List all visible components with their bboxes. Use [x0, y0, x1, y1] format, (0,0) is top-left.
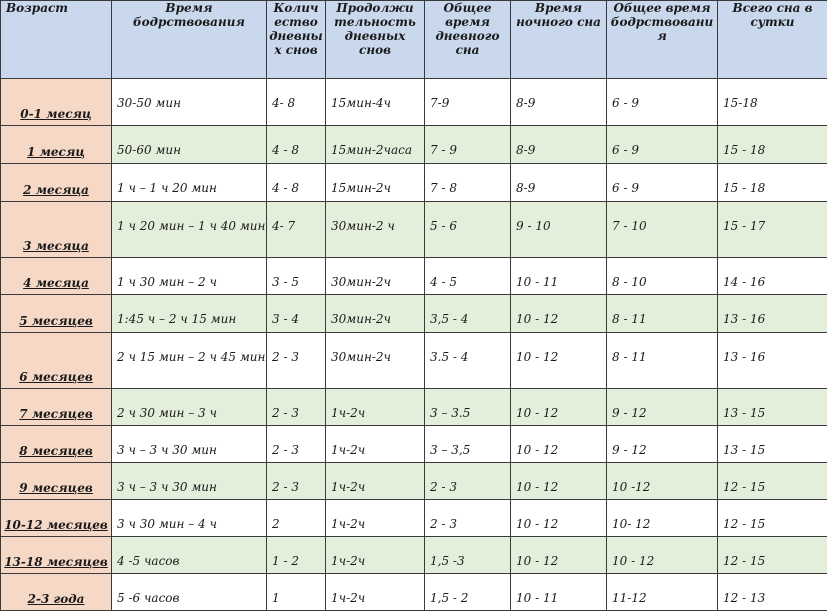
total-sleep-cell: 15-18 [718, 79, 827, 126]
total-sleep-cell: 14 - 16 [718, 258, 827, 295]
awake-total-cell: 6 - 9 [607, 79, 718, 126]
header-wake-time: Время бодрствования [112, 1, 267, 79]
day-sleep-cell: 3 – 3,5 [425, 426, 511, 463]
awake-total-cell: 10 -12 [607, 463, 718, 500]
awake-total-cell: 9 - 12 [607, 426, 718, 463]
day-sleep-cell: 5 - 6 [425, 202, 511, 258]
day-sleep-cell: 3,5 - 4 [425, 295, 511, 333]
nap-count-cell: 2 - 3 [267, 389, 326, 426]
total-sleep-cell: 15 - 18 [718, 164, 827, 202]
age-cell: 10-12 месяцев [1, 500, 112, 537]
table-row [1, 389, 827, 426]
night-sleep-cell: 9 - 10 [511, 202, 607, 258]
day-sleep-cell: 3.5 - 4 [425, 333, 511, 389]
nap-duration-cell: 15мин-2ч [326, 164, 425, 202]
nap-duration-cell: 30мин-2 ч [326, 202, 425, 258]
awake-total-cell: 8 - 11 [607, 333, 718, 389]
table-row [1, 295, 827, 333]
day-sleep-cell: 1,5 - 2 [425, 574, 511, 611]
nap-count-cell: 3 - 5 [267, 258, 326, 295]
total-sleep-cell: 12 - 15 [718, 537, 827, 574]
table-row [1, 463, 827, 500]
day-sleep-cell: 2 - 3 [425, 500, 511, 537]
table-row [1, 258, 827, 295]
nap-count-cell: 2 - 3 [267, 463, 326, 500]
day-sleep-cell: 3 – 3.5 [425, 389, 511, 426]
night-sleep-cell: 10 - 12 [511, 333, 607, 389]
nap-count-cell: 2 - 3 [267, 426, 326, 463]
awake-total-cell: 8 - 10 [607, 258, 718, 295]
night-sleep-cell: 10 - 12 [511, 500, 607, 537]
awake-total-cell: 6 - 9 [607, 126, 718, 164]
night-sleep-cell: 10 - 12 [511, 389, 607, 426]
night-sleep-cell: 8-9 [511, 164, 607, 202]
day-sleep-cell: 2 - 3 [425, 463, 511, 500]
wake-time-cell: 30-50 мин [112, 79, 267, 126]
age-cell: 2-3 года [1, 574, 112, 611]
day-sleep-cell: 4 - 5 [425, 258, 511, 295]
table-row [1, 333, 827, 389]
table-row [1, 574, 827, 611]
total-sleep-cell: 12 - 13 [718, 574, 827, 611]
nap-count-cell: 2 [267, 500, 326, 537]
night-sleep-cell: 10 - 12 [511, 537, 607, 574]
nap-duration-cell: 1ч-2ч [326, 537, 425, 574]
age-cell: 3 месяца [1, 202, 112, 258]
table-body [1, 79, 827, 611]
wake-time-cell: 1:45 ч – 2 ч 15 мин [112, 295, 267, 333]
age-cell: 1 месяц [1, 126, 112, 164]
total-sleep-cell: 12 - 15 [718, 500, 827, 537]
nap-duration-cell: 1ч-2ч [326, 463, 425, 500]
wake-time-cell: 50-60 мин [112, 126, 267, 164]
awake-total-cell: 10 - 12 [607, 537, 718, 574]
table-row [1, 537, 827, 574]
nap-duration-cell: 1ч-2ч [326, 389, 425, 426]
table-row [1, 202, 827, 258]
total-sleep-cell: 13 - 15 [718, 389, 827, 426]
header-nap-duration: Продолжи тельность дневных снов [326, 1, 425, 79]
wake-time-cell: 2 ч 15 мин – 2 ч 45 мин [112, 333, 267, 389]
awake-total-cell: 9 - 12 [607, 389, 718, 426]
total-sleep-cell: 12 - 15 [718, 463, 827, 500]
nap-count-cell: 2 - 3 [267, 333, 326, 389]
night-sleep-cell: 10 - 11 [511, 258, 607, 295]
nap-count-cell: 3 - 4 [267, 295, 326, 333]
age-cell: 7 месяцев [1, 389, 112, 426]
wake-time-cell: 1 ч – 1 ч 20 мин [112, 164, 267, 202]
nap-count-cell: 1 [267, 574, 326, 611]
day-sleep-cell: 7-9 [425, 79, 511, 126]
day-sleep-cell: 7 - 8 [425, 164, 511, 202]
night-sleep-cell: 10 - 11 [511, 574, 607, 611]
wake-time-cell: 3 ч 30 мин – 4 ч [112, 500, 267, 537]
table-row [1, 164, 827, 202]
age-cell: 6 месяцев [1, 333, 112, 389]
header-total-sleep: Всего сна в сутки [718, 1, 827, 79]
header-row [1, 1, 827, 79]
day-sleep-cell: 7 - 9 [425, 126, 511, 164]
nap-count-cell: 4 - 8 [267, 126, 326, 164]
header-day-sleep-total: Общее время дневного сна [425, 1, 511, 79]
total-sleep-cell: 15 - 18 [718, 126, 827, 164]
table-row [1, 126, 827, 164]
night-sleep-cell: 8-9 [511, 126, 607, 164]
day-sleep-cell: 1,5 -3 [425, 537, 511, 574]
header-awake-total: Общее время бодрствовани я [607, 1, 718, 79]
night-sleep-cell: 10 - 12 [511, 426, 607, 463]
awake-total-cell: 11-12 [607, 574, 718, 611]
awake-total-cell: 8 - 11 [607, 295, 718, 333]
age-cell: 4 месяца [1, 258, 112, 295]
nap-duration-cell: 15мин-2часа [326, 126, 425, 164]
wake-time-cell: 4 -5 часов [112, 537, 267, 574]
nap-count-cell: 4- 8 [267, 79, 326, 126]
total-sleep-cell: 13 - 16 [718, 333, 827, 389]
wake-time-cell: 1 ч 30 мин – 2 ч [112, 258, 267, 295]
nap-duration-cell: 1ч-2ч [326, 574, 425, 611]
age-cell: 9 месяцев [1, 463, 112, 500]
nap-duration-cell: 30мин-2ч [326, 258, 425, 295]
total-sleep-cell: 15 - 17 [718, 202, 827, 258]
nap-count-cell: 1 - 2 [267, 537, 326, 574]
nap-duration-cell: 15мин-4ч [326, 79, 425, 126]
wake-time-cell: 2 ч 30 мин – 3 ч [112, 389, 267, 426]
header-age: Возраст [1, 1, 112, 79]
awake-total-cell: 7 - 10 [607, 202, 718, 258]
wake-time-cell: 5 -6 часов [112, 574, 267, 611]
night-sleep-cell: 8-9 [511, 79, 607, 126]
nap-duration-cell: 30мин-2ч [326, 295, 425, 333]
total-sleep-cell: 13 - 16 [718, 295, 827, 333]
nap-duration-cell: 1ч-2ч [326, 426, 425, 463]
awake-total-cell: 6 - 9 [607, 164, 718, 202]
table-row [1, 500, 827, 537]
total-sleep-cell: 13 - 15 [718, 426, 827, 463]
wake-time-cell: 1 ч 20 мин – 1 ч 40 мин [112, 202, 267, 258]
awake-total-cell: 10- 12 [607, 500, 718, 537]
nap-duration-cell: 1ч-2ч [326, 500, 425, 537]
night-sleep-cell: 10 - 12 [511, 463, 607, 500]
table-row [1, 426, 827, 463]
age-cell: 5 месяцев [1, 295, 112, 333]
nap-count-cell: 4- 7 [267, 202, 326, 258]
age-cell: 2 месяца [1, 164, 112, 202]
night-sleep-cell: 10 - 12 [511, 295, 607, 333]
header-nap-count: Колич ество дневны х снов [267, 1, 326, 79]
table-header [1, 1, 827, 79]
wake-time-cell: 3 ч – 3 ч 30 мин [112, 426, 267, 463]
age-cell: 13-18 месяцев [1, 537, 112, 574]
header-night-sleep: Время ночного сна [511, 1, 607, 79]
age-cell: 0-1 месяц [1, 79, 112, 126]
wake-time-cell: 3 ч – 3 ч 30 мин [112, 463, 267, 500]
table-row [1, 79, 827, 126]
nap-duration-cell: 30мин-2ч [326, 333, 425, 389]
age-cell: 8 месяцев [1, 426, 112, 463]
nap-count-cell: 4 - 8 [267, 164, 326, 202]
